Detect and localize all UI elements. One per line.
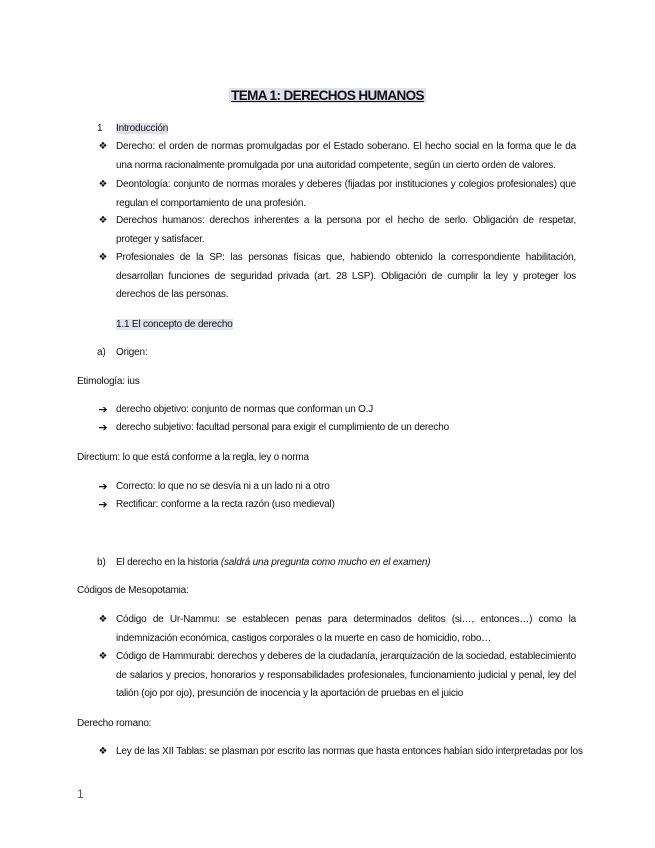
document-title: TEMA 1: DERECHOS HUMANOS (231, 88, 424, 103)
list-item: derecho objetivo: conjunto de normas que conforman un O.J (116, 404, 374, 415)
section-heading: Introducción (116, 123, 169, 134)
section-number: 1 (97, 123, 103, 134)
list-item: Derechos humanos: derechos inherentes a la persona por el hecho de serlo. Obligación de respetar, proteger y satisfacer. (116, 215, 576, 245)
arrow-bullet-icon: ➔ (98, 481, 108, 493)
list-letter: b) (97, 557, 106, 568)
list-item: Rectificar: conforme a la recta razón (uso medieval) (116, 499, 335, 510)
list-item: Profesionales de la SP: las personas físicas que, habiendo obtenido la correspondiente habilitación, desarrollan funciones de seguridad privada (art. 28 LSP). Obligación de cumplir la ley y proteger los derechos de las personas. (116, 252, 576, 300)
list-item: Código de Ur-Nammu: se establecen penas para determinados delitos (si…, entonces…) como la indemnización económica, castigos corporales o la muerte en caso de homicidio, robo… (116, 614, 576, 644)
list-item: Correcto: lo que no se desvía ni a un lado ni a otro (116, 481, 330, 492)
roman-law-label: Derecho romano: (77, 718, 152, 729)
etymology-label: Etimología: ius (77, 376, 140, 387)
list-item: Deontología: conjunto de normas morales y deberes (fijadas por instituciones y colegios profesionales) que regulan el comportamiento de una profesión. (116, 179, 576, 209)
arrow-bullet-icon: ➔ (98, 422, 108, 434)
list-letter: a) (97, 347, 106, 358)
history-heading: El derecho en la historia (saldrá una pregunta como mucho en el examen) (116, 557, 431, 568)
diamond-bullet-icon: ❖ (98, 215, 108, 226)
diamond-bullet-icon: ❖ (98, 252, 108, 263)
diamond-bullet-icon: ❖ (98, 746, 108, 757)
diamond-bullet-icon: ❖ (98, 614, 108, 625)
subsection-heading: 1.1 El concepto de derecho (116, 319, 233, 330)
diamond-bullet-icon: ❖ (98, 141, 108, 152)
mesopotamia-label: Códigos de Mesopotamia: (77, 585, 189, 596)
list-item: derecho subjetivo: facultad personal para exigir el cumplimiento de un derecho (116, 422, 449, 433)
page-number: 1 (77, 787, 84, 801)
directum-label: Directium: lo que está conforme a la regla, ley o norma (77, 452, 309, 463)
list-item: Código de Hammurabi: derechos y deberes de la ciudadanía, jerarquización de la sociedad, establecimiento de salarios y precios, honorarios y responsabilidades profesionales, funcionamiento judicial y penal, ley del talión (ojo por ojo), presunción de inocencia y la aportación de pruebas en el juicio (116, 651, 576, 699)
origin-label: Origen: (116, 347, 148, 358)
diamond-bullet-icon: ❖ (98, 651, 108, 662)
list-item: Derecho: el orden de normas promulgadas por el Estado soberano. El hecho social en la forma que le da una norma racionalmente promulgada por una autoridad competente, según un cierto orden de valores. (116, 141, 576, 171)
arrow-bullet-icon: ➔ (98, 404, 108, 416)
arrow-bullet-icon: ➔ (98, 499, 108, 511)
diamond-bullet-icon: ❖ (98, 179, 108, 190)
list-item: Ley de las XII Tablas: se plasman por escrito las normas que hasta entonces habían sido interpretadas por los (116, 746, 583, 757)
